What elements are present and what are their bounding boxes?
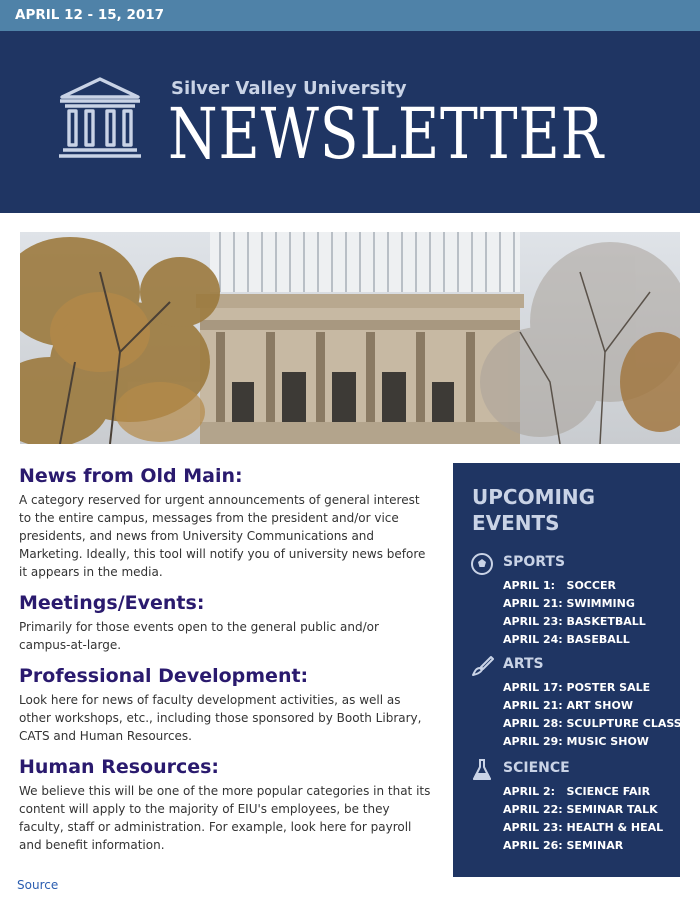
upcoming-events-panel — [453, 463, 680, 877]
event-item: APRIL 2: SCIENCE FAIR — [503, 785, 651, 798]
section-body: Primarily for those events open to the general public and/or campus-at-large. — [19, 620, 379, 652]
events-title-line1: UPCOMING — [472, 485, 596, 509]
paintbrush-icon — [470, 654, 494, 678]
event-item: APRIL 23: HEALTH & HEAL — [503, 821, 664, 834]
newsletter-title: NEWSLETTER — [168, 93, 605, 175]
section-heading: Meetings/Events: — [19, 592, 205, 614]
category-name: SCIENCE — [503, 760, 570, 776]
event-item: APRIL 29: MUSIC SHOW — [503, 735, 649, 748]
soccer-ball-icon — [470, 552, 494, 576]
event-list — [503, 783, 663, 855]
section-body: A category reserved for urgent announcements of general interest to the entire campus, messages from the president and/or vice presidents, and news from University Communications and Marketing. Ideally, this tool will notify you of university news before it appears in the media. — [19, 493, 426, 579]
section-news-from-old-main — [19, 463, 434, 581]
category-name: SPORTS — [503, 554, 566, 570]
section-heading: Professional Development: — [19, 665, 309, 687]
event-item: APRIL 17: POSTER SALE — [503, 681, 651, 694]
event-list — [503, 577, 646, 649]
event-item: APRIL 22: SEMINAR TALK — [503, 803, 658, 816]
event-item: APRIL 21: ART SHOW — [503, 699, 633, 712]
event-list — [503, 679, 682, 751]
section-body: We believe this will be one of the more popular categories in that its content will apply to the majority of EIU's employees, be they faculty, staff or administration. For example, look here for payroll and benefit information. — [19, 784, 431, 852]
section-heading: News from Old Main: — [19, 465, 243, 487]
source-link[interactable]: Source — [17, 878, 59, 892]
events-title-line2: EVENTS — [472, 511, 560, 535]
columns-building-icon — [57, 76, 143, 160]
event-item: APRIL 23: BASKETBALL — [503, 615, 646, 628]
flask-icon — [470, 758, 494, 782]
event-item: APRIL 1: SOCCER — [503, 579, 616, 592]
event-item: APRIL 26: SEMINAR — [503, 839, 624, 852]
category-name: ARTS — [503, 656, 544, 672]
section-heading: Human Resources: — [19, 756, 220, 778]
section-professional-development — [19, 663, 434, 745]
event-item: APRIL 28: SCULPTURE CLASS — [503, 717, 682, 730]
historic-building-photo — [20, 232, 680, 444]
events-title — [472, 484, 595, 536]
section-human-resources — [19, 754, 434, 854]
event-item: APRIL 21: SWIMMING — [503, 597, 635, 610]
section-body: Look here for news of faculty development activities, as well as other workshops, etc., including those sponsored by Booth Library, CATS and Human Resources. — [19, 693, 422, 743]
date-bar: APRIL 12 - 15, 2017 — [0, 0, 700, 31]
news-column — [19, 463, 434, 854]
university-name: Silver Valley University — [171, 78, 407, 99]
masthead — [0, 31, 700, 213]
event-item: APRIL 24: BASEBALL — [503, 633, 630, 646]
section-meetings-events — [19, 590, 434, 654]
